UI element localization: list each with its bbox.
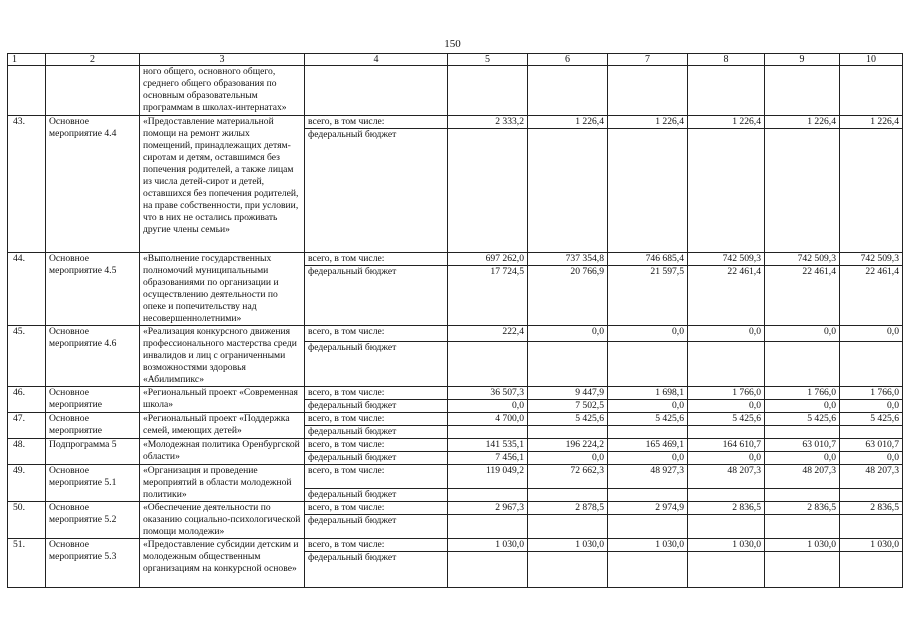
amount-cell: 1 226,4: [765, 116, 840, 129]
amount-cell: [608, 129, 688, 253]
program-title-cell: «Региональный проект «Современная школа»: [140, 387, 305, 413]
program-title-cell: «Выполнение государственных полномочий муниципальными образованиями по организации и осуществлению деятельности по опеке и попечительству над несовершеннолетними»: [140, 253, 305, 326]
amount-cell: 1 226,4: [840, 116, 903, 129]
program-title-cell: «Предоставление субсидии детским и молодежным общественным организациям на конкурсной основе»: [140, 539, 305, 588]
funding-source-cell: [305, 66, 448, 116]
program-name-cell: Основное мероприятие 5.1: [46, 465, 140, 502]
row-number-cell: 50.: [8, 502, 46, 539]
amount-cell: [840, 489, 903, 502]
amount-cell: [765, 515, 840, 539]
amount-cell: 48 207,3: [765, 465, 840, 489]
row-number-cell: [8, 66, 46, 116]
amount-cell: 1 226,4: [528, 116, 608, 129]
amount-cell: [528, 66, 608, 116]
amount-cell: [765, 426, 840, 439]
amount-cell: 0,0: [688, 452, 765, 465]
amount-cell: 2 836,5: [688, 502, 765, 515]
funding-source-cell: федеральный бюджет: [305, 426, 448, 439]
funding-source-cell: всего, в том числе:: [305, 465, 448, 489]
amount-cell: 0,0: [688, 400, 765, 413]
amount-cell: 22 461,4: [765, 266, 840, 326]
program-name-cell: Основное мероприятие 4.6: [46, 326, 140, 387]
funding-source-cell: федеральный бюджет: [305, 452, 448, 465]
amount-cell: [608, 66, 688, 116]
amount-cell: [765, 129, 840, 253]
amount-cell: 1 766,0: [765, 387, 840, 400]
amount-cell: [688, 552, 765, 588]
amount-cell: 0,0: [608, 326, 688, 342]
row-number-cell: 47.: [8, 413, 46, 439]
program-name-cell: Основное мероприятие 5.3: [46, 539, 140, 588]
amount-cell: [840, 552, 903, 588]
funding-source-cell: федеральный бюджет: [305, 266, 448, 326]
amount-cell: 4 700,0: [448, 413, 528, 426]
amount-cell: [448, 489, 528, 502]
page-number: 150: [444, 38, 461, 50]
amount-cell: 5 425,6: [688, 413, 765, 426]
amount-cell: [840, 66, 903, 116]
table-row: [8, 539, 903, 552]
amount-cell: [608, 552, 688, 588]
header-cell: 4: [305, 54, 448, 66]
amount-cell: 0,0: [840, 452, 903, 465]
funding-source-cell: всего, в том числе:: [305, 387, 448, 400]
amount-cell: 7 456,1: [448, 452, 528, 465]
amount-cell: 119 049,2: [448, 465, 528, 489]
table-row: [8, 439, 903, 452]
amount-cell: 7 502,5: [528, 400, 608, 413]
table-row: [8, 326, 903, 342]
amount-cell: [840, 129, 903, 253]
header-cell: 1: [8, 54, 46, 66]
amount-cell: [608, 489, 688, 502]
amount-cell: 742 509,3: [840, 253, 903, 266]
row-number-cell: 46.: [8, 387, 46, 413]
amount-cell: 17 724,5: [448, 266, 528, 326]
header-cell: 9: [765, 54, 840, 66]
amount-cell: [840, 515, 903, 539]
amount-cell: 36 507,3: [448, 387, 528, 400]
program-name-cell: Основное мероприятие: [46, 387, 140, 413]
amount-cell: 5 425,6: [528, 413, 608, 426]
funding-source-cell: федеральный бюджет: [305, 342, 448, 387]
amount-cell: 1 030,0: [608, 539, 688, 552]
amount-cell: 1 698,1: [608, 387, 688, 400]
funding-source-cell: федеральный бюджет: [305, 515, 448, 539]
program-name-cell: Основное мероприятие 4.5: [46, 253, 140, 326]
amount-cell: 742 509,3: [765, 253, 840, 266]
amount-cell: [840, 342, 903, 387]
amount-cell: [448, 552, 528, 588]
amount-cell: 9 447,9: [528, 387, 608, 400]
amount-cell: 48 207,3: [688, 465, 765, 489]
funding-source-cell: всего, в том числе:: [305, 253, 448, 266]
funding-source-cell: всего, в том числе:: [305, 539, 448, 552]
row-number-cell: 48.: [8, 439, 46, 465]
amount-cell: [448, 66, 528, 116]
program-title-cell: «Молодежная политика Оренбургской области»: [140, 439, 305, 465]
funding-source-cell: всего, в том числе:: [305, 502, 448, 515]
amount-cell: [448, 515, 528, 539]
amount-cell: 63 010,7: [840, 439, 903, 452]
table-row: [8, 387, 903, 400]
amount-cell: 2 967,3: [448, 502, 528, 515]
amount-cell: 746 685,4: [608, 253, 688, 266]
amount-cell: 2 836,5: [840, 502, 903, 515]
program-name-cell: Основное мероприятие 4.4: [46, 116, 140, 253]
row-number-cell: 49.: [8, 465, 46, 502]
amount-cell: 0,0: [608, 452, 688, 465]
amount-cell: 2 974,9: [608, 502, 688, 515]
amount-cell: 164 610,7: [688, 439, 765, 452]
amount-cell: [688, 66, 765, 116]
amount-cell: [840, 426, 903, 439]
amount-cell: 0,0: [840, 400, 903, 413]
header-cell: 2: [46, 54, 140, 66]
table-row: [8, 502, 903, 515]
amount-cell: 22 461,4: [688, 266, 765, 326]
amount-cell: [688, 489, 765, 502]
amount-cell: [448, 129, 528, 253]
amount-cell: 0,0: [688, 326, 765, 342]
amount-cell: [765, 66, 840, 116]
amount-cell: 0,0: [840, 326, 903, 342]
program-title-cell: «Обеспечение деятельности по оказанию социально-психологической помощи молодежи»: [140, 502, 305, 539]
amount-cell: 2 333,2: [448, 116, 528, 129]
header-cell: 7: [608, 54, 688, 66]
amount-cell: 222,4: [448, 326, 528, 342]
amount-cell: 1 030,0: [528, 539, 608, 552]
amount-cell: 1 226,4: [688, 116, 765, 129]
amount-cell: 742 509,3: [688, 253, 765, 266]
program-name-cell: Основное мероприятие: [46, 413, 140, 439]
amount-cell: 5 425,6: [840, 413, 903, 426]
table-row: [8, 253, 903, 266]
amount-cell: 22 461,4: [840, 266, 903, 326]
header-cell: 5: [448, 54, 528, 66]
funding-source-cell: федеральный бюджет: [305, 129, 448, 253]
amount-cell: 72 662,3: [528, 465, 608, 489]
header-cell: 8: [688, 54, 765, 66]
amount-cell: [528, 342, 608, 387]
amount-cell: 1 030,0: [448, 539, 528, 552]
program-title-cell: «Организация и проведение мероприятий в области молодежной политики»: [140, 465, 305, 502]
table-row: [8, 413, 903, 426]
row-number-cell: 51.: [8, 539, 46, 588]
amount-cell: 697 262,0: [448, 253, 528, 266]
funding-source-cell: федеральный бюджет: [305, 552, 448, 588]
funding-source-cell: всего, в том числе:: [305, 439, 448, 452]
amount-cell: 48 927,3: [608, 465, 688, 489]
table-row: [8, 66, 903, 116]
amount-cell: [688, 342, 765, 387]
table-row: [8, 116, 903, 129]
amount-cell: 165 469,1: [608, 439, 688, 452]
program-title-cell: «Предоставление материальной помощи на ремонт жилых помещений, принадлежащих детям-сиротам и детям, оставшимся без попечения родителей, а также лицам из числа детей-сирот и детей, оставшихся без попечения родителей, на праве собственности, при условии, что в них не остались проживать другие члены семьи»: [140, 116, 305, 253]
amount-cell: 0,0: [765, 452, 840, 465]
row-number-cell: 43.: [8, 116, 46, 253]
amount-cell: [765, 489, 840, 502]
amount-cell: 141 535,1: [448, 439, 528, 452]
program-title-cell: «Региональный проект «Поддержка семей, имеющих детей»: [140, 413, 305, 439]
amount-cell: 21 597,5: [608, 266, 688, 326]
amount-cell: 737 354,8: [528, 253, 608, 266]
amount-cell: [528, 426, 608, 439]
amount-cell: 0,0: [528, 452, 608, 465]
funding-source-cell: федеральный бюджет: [305, 489, 448, 502]
amount-cell: 2 878,5: [528, 502, 608, 515]
amount-cell: [765, 552, 840, 588]
funding-source-cell: федеральный бюджет: [305, 400, 448, 413]
program-name-cell: [46, 66, 140, 116]
amount-cell: 0,0: [528, 326, 608, 342]
header-row: [8, 54, 903, 66]
amount-cell: [528, 515, 608, 539]
amount-cell: 0,0: [448, 400, 528, 413]
header-cell: 6: [528, 54, 608, 66]
amount-cell: 63 010,7: [765, 439, 840, 452]
funding-source-cell: всего, в том числе:: [305, 116, 448, 129]
amount-cell: [448, 342, 528, 387]
amount-cell: 196 224,2: [528, 439, 608, 452]
amount-cell: 20 766,9: [528, 266, 608, 326]
row-number-cell: 45.: [8, 326, 46, 387]
table-body: [8, 54, 903, 588]
program-title-cell: «Реализация конкурсного движения профессионального мастерства среди инвалидов и лиц с ограниченными возможностями здоровья «Абилимпикс»: [140, 326, 305, 387]
budget-table: [7, 53, 903, 588]
amount-cell: [765, 342, 840, 387]
amount-cell: 1 766,0: [840, 387, 903, 400]
program-name-cell: Основное мероприятие 5.2: [46, 502, 140, 539]
amount-cell: [528, 129, 608, 253]
amount-cell: 1 766,0: [688, 387, 765, 400]
amount-cell: [528, 552, 608, 588]
amount-cell: [688, 129, 765, 253]
amount-cell: 0,0: [765, 326, 840, 342]
amount-cell: 1 030,0: [688, 539, 765, 552]
amount-cell: [528, 489, 608, 502]
amount-cell: 1 226,4: [608, 116, 688, 129]
amount-cell: 1 030,0: [840, 539, 903, 552]
amount-cell: [608, 342, 688, 387]
amount-cell: [688, 426, 765, 439]
amount-cell: 0,0: [608, 400, 688, 413]
row-number-cell: 44.: [8, 253, 46, 326]
program-name-cell: Подпрограмма 5: [46, 439, 140, 465]
amount-cell: 2 836,5: [765, 502, 840, 515]
funding-source-cell: всего, в том числе:: [305, 326, 448, 342]
amount-cell: [688, 515, 765, 539]
amount-cell: 1 030,0: [765, 539, 840, 552]
funding-source-cell: всего, в том числе:: [305, 413, 448, 426]
amount-cell: 0,0: [765, 400, 840, 413]
amount-cell: [448, 426, 528, 439]
amount-cell: 48 207,3: [840, 465, 903, 489]
header-cell: 10: [840, 54, 903, 66]
amount-cell: 5 425,6: [608, 413, 688, 426]
amount-cell: [608, 426, 688, 439]
table-row: [8, 465, 903, 489]
header-cell: 3: [140, 54, 305, 66]
amount-cell: [608, 515, 688, 539]
amount-cell: 5 425,6: [765, 413, 840, 426]
program-title-cell: ного общего, основного общего, среднего общего образования по основным образовательным программам в школах-интернатах»: [140, 66, 305, 116]
